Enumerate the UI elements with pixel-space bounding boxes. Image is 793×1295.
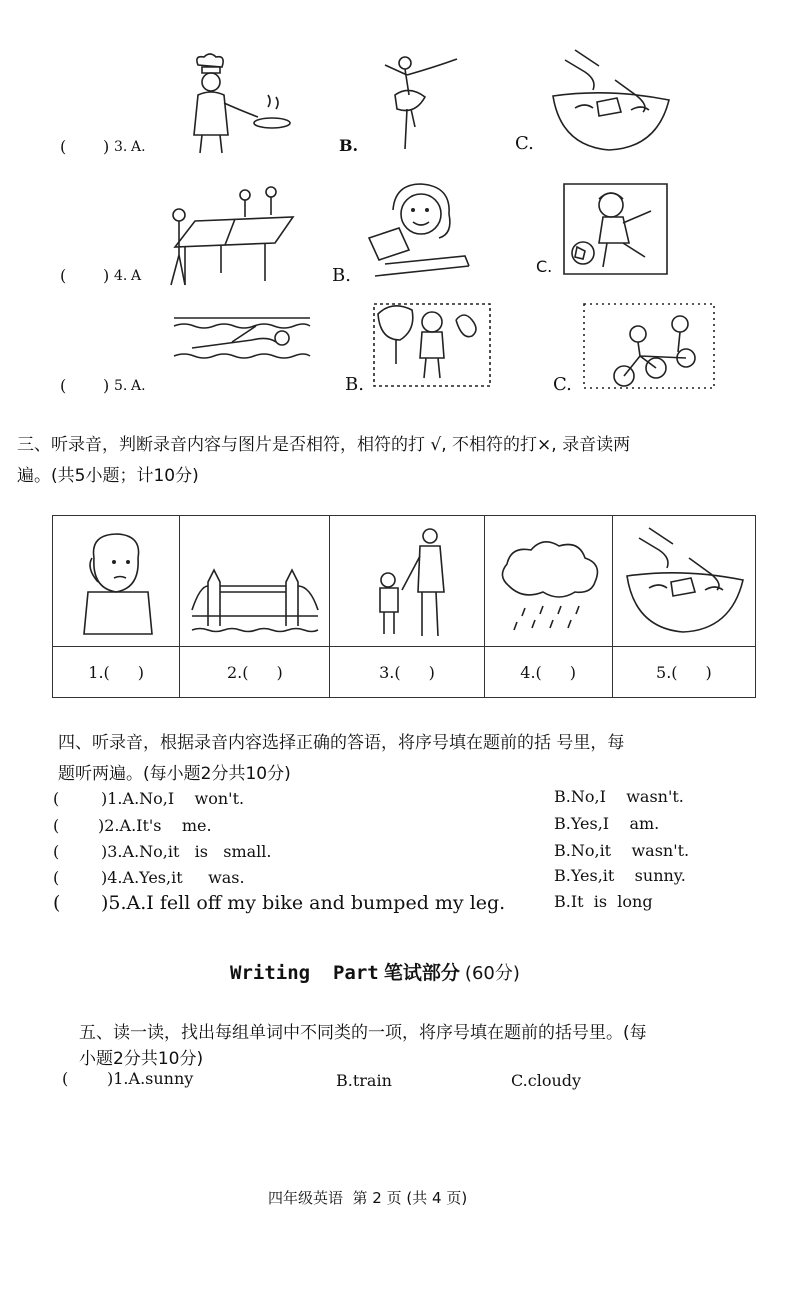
- writing-title-cn: 笔试部分: [383, 962, 460, 984]
- option-a-text: )1.A.sunny: [107, 1069, 194, 1088]
- section-5-heading: [79, 1020, 647, 1072]
- writing-score: (60分): [464, 963, 520, 984]
- chef-cooking-image[interactable]: [180, 55, 295, 155]
- option-b-label: B.: [345, 374, 364, 395]
- picture-cell-3: [330, 516, 484, 647]
- answer-row: [53, 647, 756, 698]
- answer-bracket-open[interactable]: (: [53, 842, 60, 861]
- washing-clothes-image[interactable]: [545, 50, 675, 155]
- ping-pong-image[interactable]: [165, 185, 300, 290]
- answer-cell-3[interactable]: [330, 647, 484, 698]
- section-4-heading-line-1: 四、听录音，根据录音内容选择正确的答语，将序号填在题前的括 号里，每: [58, 733, 625, 753]
- girl-reading-image[interactable]: [365, 180, 475, 280]
- section-3-heading-line-1: 三、听录音，判断录音内容与图片是否相符，相符的打 √, 不相符的打×, 录音读两: [17, 435, 631, 455]
- answer-bracket-close: ): [103, 376, 110, 395]
- writing-title-en: Writing Part: [230, 962, 379, 984]
- answer-close: ): [276, 662, 283, 682]
- section-4-heading: [58, 728, 624, 790]
- answer-bracket-open[interactable]: (: [60, 266, 67, 285]
- answer-close: ): [428, 662, 435, 682]
- answer-cell-1[interactable]: [53, 647, 180, 698]
- tower-bridge-image[interactable]: [190, 556, 320, 641]
- option-a-text: )1.A.No,I won't.: [101, 789, 245, 808]
- option-b-text: B.No,I wasn't.: [554, 787, 684, 806]
- boy-scratching-head-image[interactable]: [78, 528, 158, 636]
- answer-bracket-open[interactable]: (: [53, 789, 60, 808]
- answer-bracket-open[interactable]: (: [53, 892, 61, 914]
- question-number: 4.: [114, 268, 128, 284]
- option-c-label: C.: [515, 133, 534, 154]
- answer-bracket-open[interactable]: (: [53, 868, 60, 887]
- answer-label: 1.(: [88, 662, 110, 682]
- page-footer: 四年级英语 第 2 页 (共 4 页): [268, 1189, 468, 1207]
- section-5-heading-line-1: 五、读一读，找出每组单词中不同类的一项，将序号填在题前的括号里。(每: [79, 1023, 647, 1043]
- option-b-text: B.train: [336, 1071, 392, 1090]
- washing-clothes-image[interactable]: [621, 526, 749, 638]
- picture-cell-4: [484, 516, 612, 647]
- option-a-text: )4.A.Yes,it was.: [101, 868, 245, 887]
- children-cycling-image[interactable]: [582, 300, 717, 392]
- answer-label: 4.(: [520, 662, 542, 682]
- answer-cell-4[interactable]: [484, 647, 612, 698]
- section-3-heading: [17, 430, 630, 492]
- answer-label: 3.(: [379, 662, 401, 682]
- option-c-label: C.: [536, 257, 553, 276]
- answer-bracket-close: ): [103, 137, 110, 156]
- boy-playing-football-image[interactable]: [563, 183, 668, 275]
- question-number: 5.: [114, 378, 128, 394]
- section-4-heading-line-2: 题听两遍。(每小题2分共10分): [58, 764, 291, 784]
- question-number: 3.: [114, 139, 128, 155]
- answer-close: ): [569, 662, 577, 682]
- boy-in-park-image[interactable]: [372, 300, 492, 390]
- answer-bracket-open[interactable]: (: [62, 1069, 69, 1088]
- ballet-dancer-image[interactable]: [375, 45, 465, 155]
- option-a-label: A: [131, 268, 142, 284]
- answer-bracket-open[interactable]: (: [60, 137, 67, 156]
- picture-cell-1: [53, 516, 180, 647]
- option-b-label: B.: [332, 265, 351, 286]
- section-5-heading-line-2: 小题2分共10分): [79, 1049, 204, 1069]
- option-b-text: B.Yes,it sunny.: [554, 866, 686, 885]
- picture-cell-5: [612, 516, 755, 647]
- option-a-text: )2.A.It's me.: [98, 816, 212, 835]
- option-c-text: C.cloudy: [511, 1071, 582, 1090]
- answer-bracket-open[interactable]: (: [53, 816, 60, 835]
- option-a-label: A.: [131, 139, 146, 155]
- rain-cloud-image[interactable]: [495, 536, 605, 636]
- picture-judgement-table: [52, 515, 756, 698]
- option-b-text: B.Yes,I am.: [554, 814, 660, 833]
- answer-cell-2[interactable]: [180, 647, 330, 698]
- answer-label: 2.(: [226, 662, 249, 682]
- father-and-son-image[interactable]: [370, 526, 450, 641]
- option-b-text: B.It is long: [554, 892, 653, 911]
- option-b-label: B.: [339, 136, 359, 155]
- option-b-text: B.No,it wasn't.: [554, 841, 690, 860]
- answer-cell-5[interactable]: [612, 647, 755, 698]
- option-a-text: )5.A.I fell off my bike and bumped my leg.: [101, 892, 506, 914]
- picture-cell-2: [180, 516, 330, 647]
- option-c-label: C.: [553, 374, 572, 395]
- answer-bracket-open[interactable]: (: [60, 376, 67, 395]
- option-a-text: )3.A.No,it is small.: [101, 842, 272, 861]
- answer-bracket-close: ): [103, 266, 110, 285]
- swimming-image[interactable]: [172, 312, 312, 362]
- answer-label: 5.(: [656, 662, 678, 682]
- answer-close: ): [705, 662, 712, 682]
- answer-close: ): [137, 662, 145, 682]
- picture-row: [53, 516, 756, 647]
- writing-part-title: [230, 958, 520, 985]
- section-3-heading-line-2: 遍。(共5小题；计10分): [17, 466, 199, 486]
- option-a-label: A.: [131, 378, 146, 394]
